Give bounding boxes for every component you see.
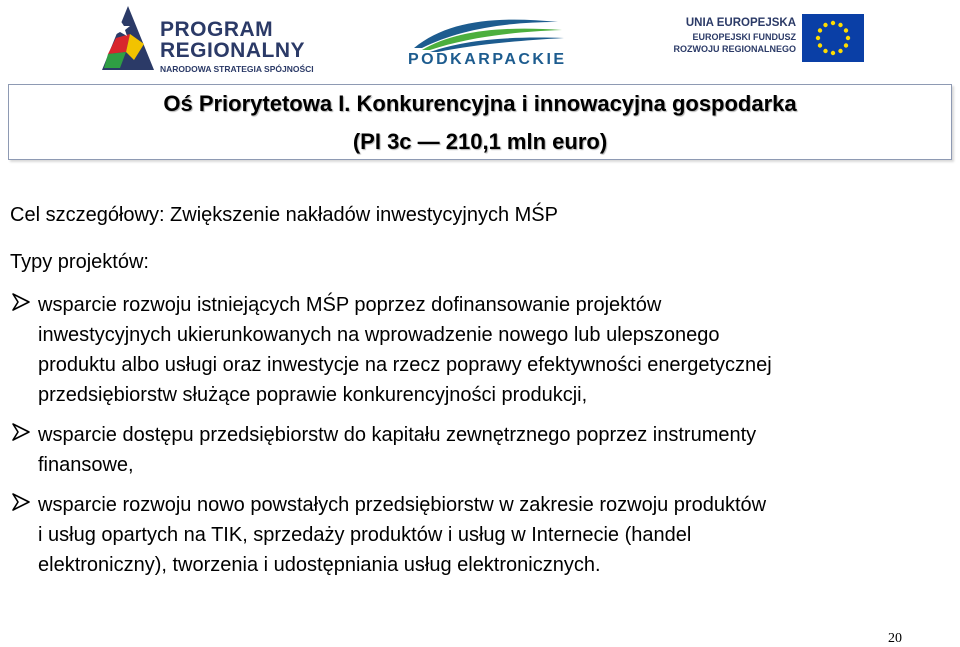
list-item-text: wsparcie rozwoju istniejących MŚP poprzez dofinansowanie projektów inwestycyjnych ukierunkowanych na wprowadzenie nowego lub ulepszonego produktu albo usługi oraz inwestycje na rzecz poprawy efektywności energetycznej przedsiębiorstw służące poprawie konkurencyjności produkcji,: [38, 294, 772, 406]
program-logo-line2: REGIONALNY: [160, 39, 306, 62]
slide-title: Oś Priorytetowa I. Konkurencyjna i innowacyjna gospodarka: [163, 91, 797, 116]
arrow-bullet-icon: [10, 422, 32, 442]
eu-logo-line1: UNIA EUROPEJSKA: [685, 17, 796, 29]
eu-logo-line3: ROZWOJU REGIONALNEGO: [673, 44, 796, 54]
arrow-bullet-icon: [10, 492, 32, 512]
eu-logo: [668, 14, 868, 66]
podkarpackie-swoosh-icon: [408, 14, 568, 54]
page-number: 20: [888, 631, 902, 646]
program-logo-line1: PROGRAM: [160, 18, 274, 41]
eu-logo-line2: EUROPEJSKI FUNDUSZ: [692, 32, 796, 42]
specific-goal-text: Cel szczegółowy: Zwiększenie nakładów inwestycyjnych MŚP: [10, 204, 558, 226]
slide-subtitle: (PI 3c — 210,1 mln euro): [352, 129, 608, 154]
program-regionalny-logo: [100, 4, 330, 74]
list-item-text: wsparcie rozwoju nowo powstałych przedsiębiorstw w zakresie rozwoju produktów i usług opartych na TIK, sprzedaży produktów i usług w Internecie (handel elektroniczny), tworzenia i udostępniania usług elektronicznych.: [38, 494, 767, 576]
project-types-label: Typy projektów:: [10, 251, 149, 273]
podkarpackie-logo-text: PODKARPACKIE: [408, 51, 567, 68]
program-logo-line3: NARODOWA STRATEGIA SPÓJNOŚCI: [160, 64, 314, 74]
program-regionalny-emblem-icon: [100, 4, 158, 74]
list-item-text: wsparcie dostępu przedsiębiorstw do kapitału zewnętrznego poprzez instrumenty finansowe,: [38, 424, 757, 476]
title-box: [8, 84, 952, 160]
eu-flag-icon: [802, 14, 864, 62]
arrow-bullet-icon: [10, 292, 32, 312]
podkarpackie-logo: [408, 14, 568, 70]
